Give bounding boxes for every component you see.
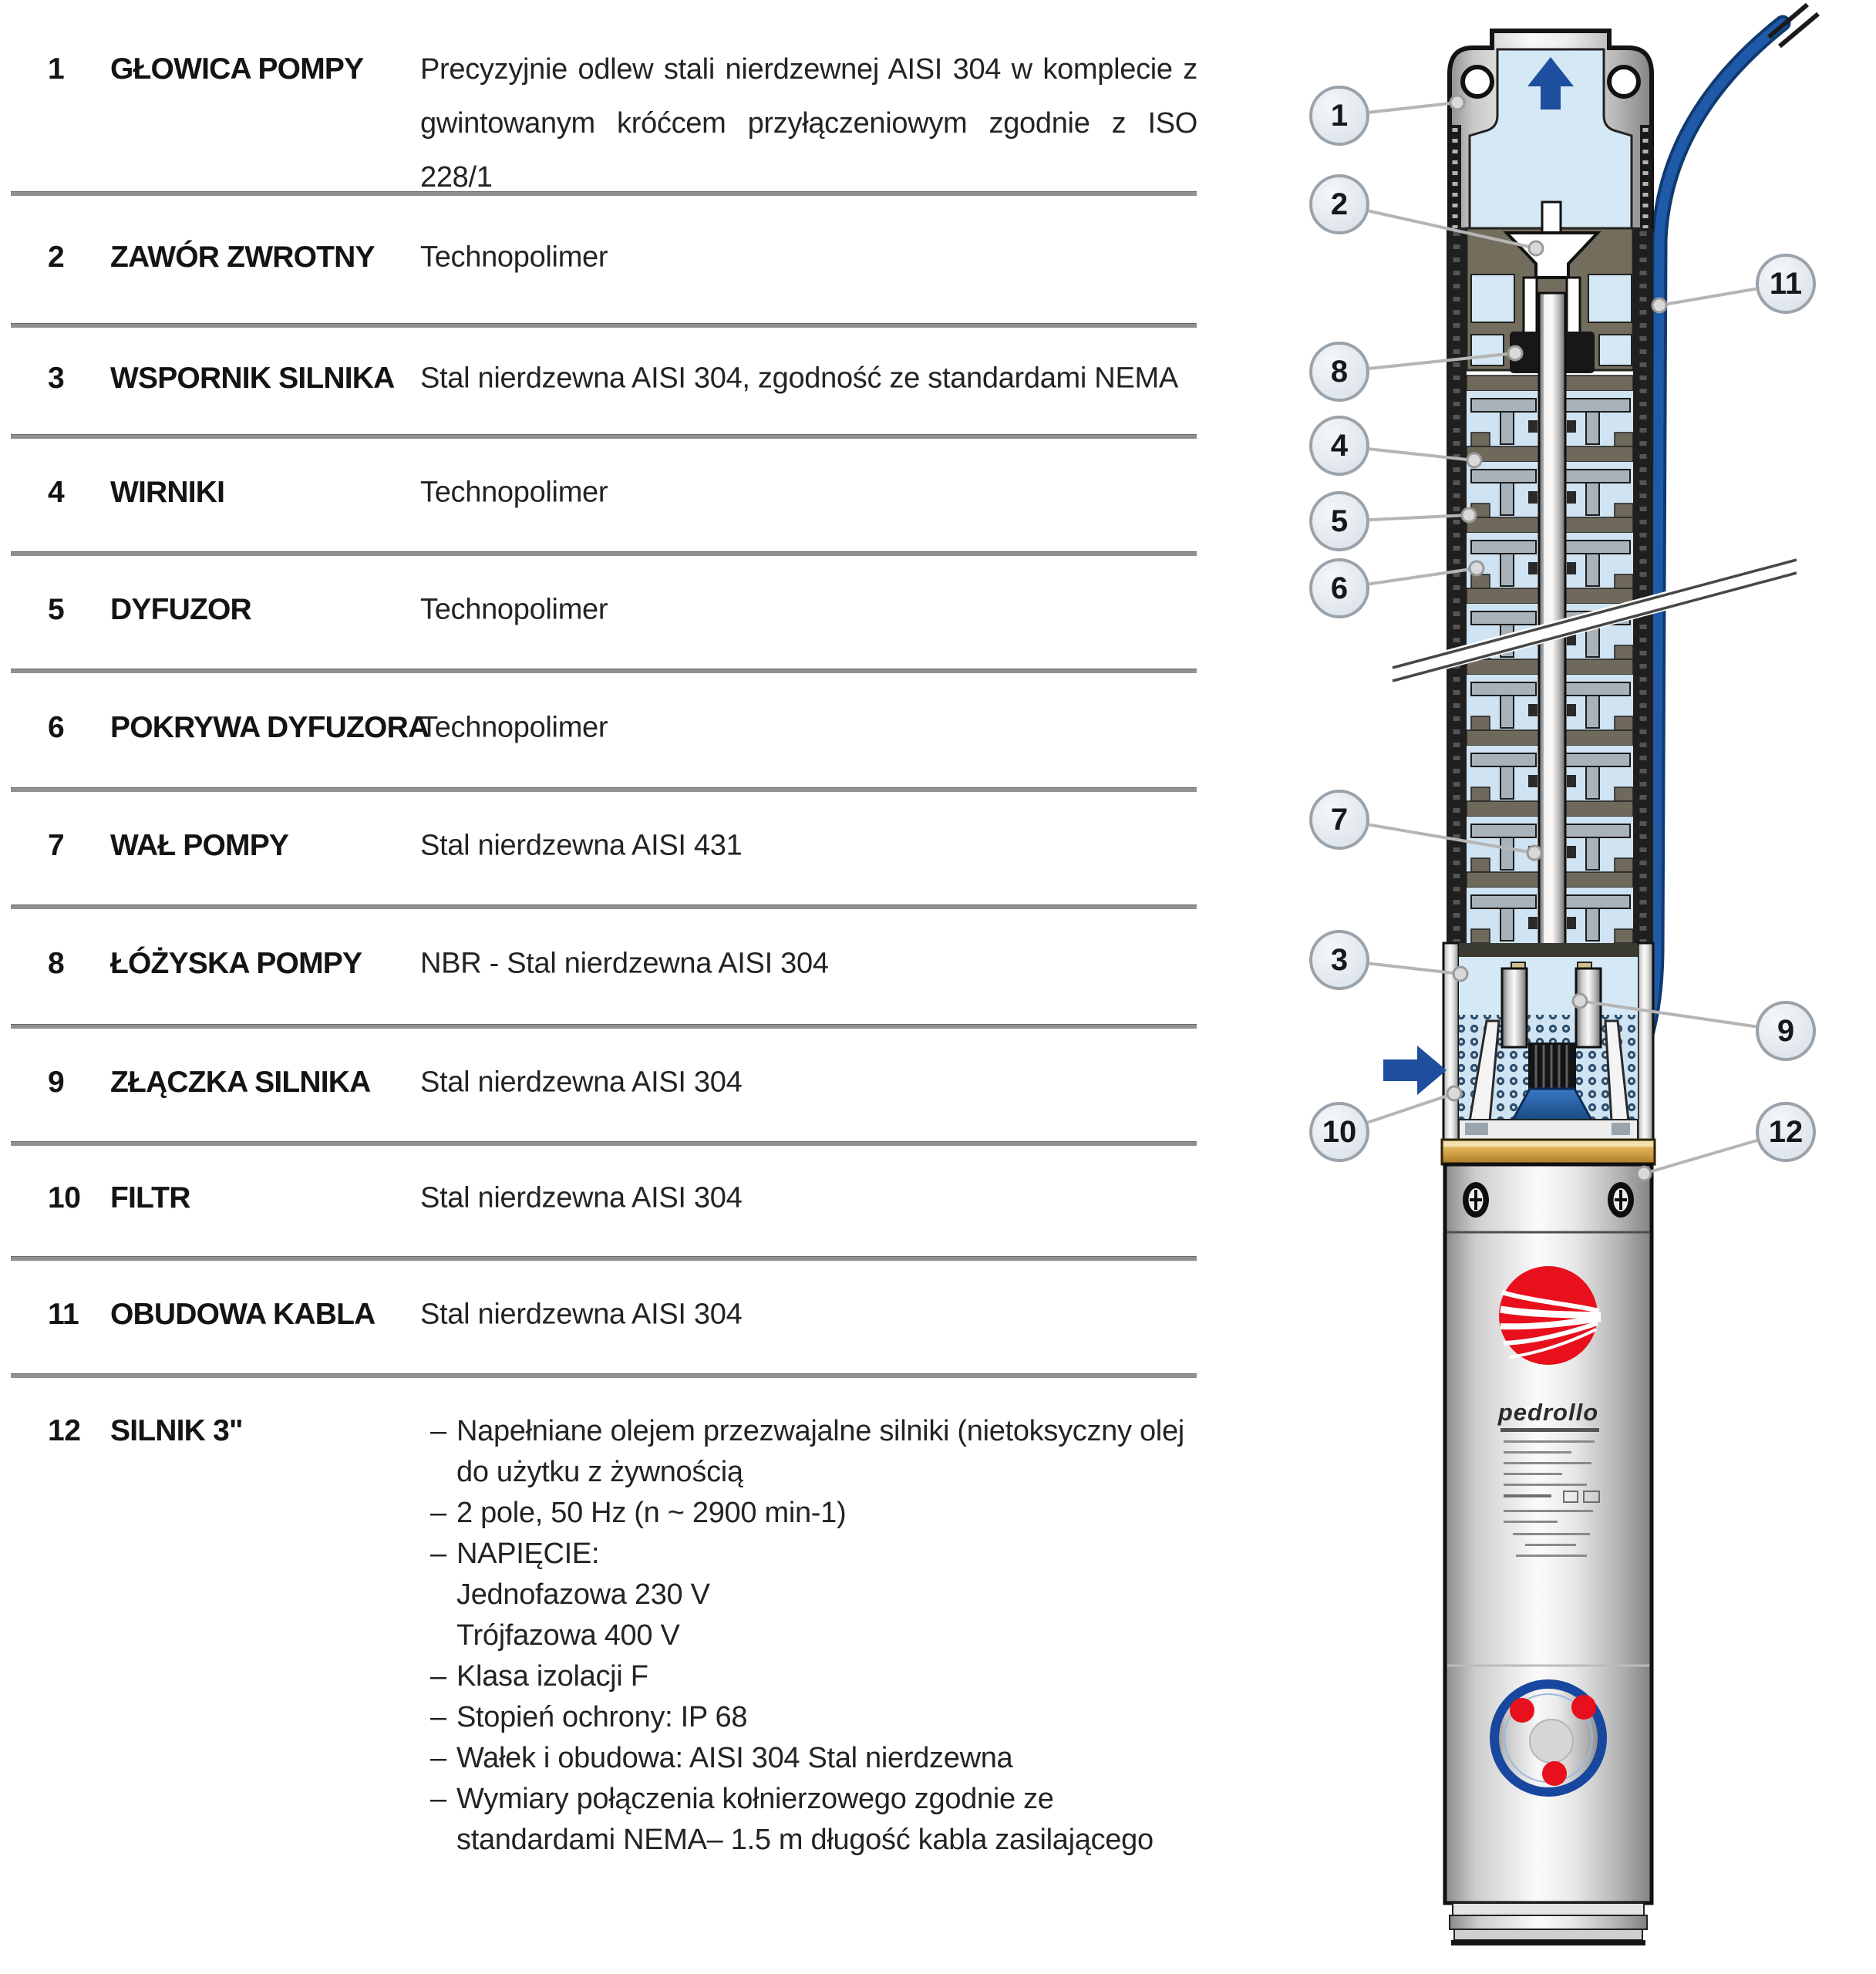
row-divider — [11, 1373, 1197, 1378]
bullet-dash: – — [430, 1538, 446, 1570]
callout-12: 12 — [1756, 1102, 1816, 1162]
part-number: 3 — [48, 362, 65, 395]
spec-text: standardami NEMA– 1.5 m długość kabla zasilającego — [456, 1824, 1154, 1856]
part-description: Stal nierdzewna AISI 304, zgodność ze standardami NEMA — [420, 362, 1178, 395]
spec-line — [430, 1411, 1184, 1452]
motor-brand-label: pedrollo — [1497, 1399, 1599, 1426]
part-description: Stal nierdzewna AISI 304 — [420, 1066, 743, 1099]
bullet-dash: – — [430, 1415, 446, 1447]
spec-line — [430, 1656, 1184, 1697]
part-number: 5 — [48, 593, 65, 626]
part-number: 8 — [48, 947, 65, 980]
row-divider — [11, 904, 1197, 909]
spec-text: Trójfazowa 400 V — [456, 1619, 680, 1652]
part-name: WSPORNIK SILNIKA — [110, 362, 395, 395]
part-description: Precyzyjnie odlew stali nierdzewnej AISI 304 w komplecie z gwintowanym króćcem przyłączeniowym zgodnie z ISO 228/1 — [420, 53, 1197, 194]
spec-text: 2 pole, 50 Hz (n ~ 2900 min-1) — [456, 1497, 847, 1529]
motor-support — [1443, 943, 1653, 1140]
row-divider — [11, 434, 1197, 439]
bullet-dash — [430, 1575, 456, 1615]
part-name: OBUDOWA KABLA — [110, 1298, 376, 1331]
part-name: POKRYWA DYFUZORA — [110, 711, 429, 744]
motor-body — [1445, 1164, 1652, 1945]
bullet-dash: – — [430, 1701, 446, 1733]
bullet-dash: – — [430, 1660, 446, 1693]
motor-bottom-flange — [1494, 1684, 1602, 1792]
part-name: ZAWÓR ZWROTNY — [110, 241, 375, 274]
spec-text: do użytku z żywnością — [456, 1456, 743, 1488]
bullet-dash: – — [430, 1742, 446, 1774]
pump-head — [1450, 31, 1652, 230]
part-number: 6 — [48, 711, 65, 744]
part-number: 4 — [48, 476, 65, 509]
spec-text: Wymiary połączenia kołnierzowego zgodnie ze — [456, 1783, 1054, 1815]
part-number: 9 — [48, 1066, 65, 1099]
row-divider — [11, 1141, 1197, 1146]
bullet-dash — [430, 1615, 456, 1656]
row-divider — [11, 787, 1197, 792]
callout-3: 3 — [1309, 930, 1369, 990]
callout-2: 2 — [1309, 174, 1369, 234]
spec-text: Klasa izolacji F — [456, 1660, 648, 1693]
spec-text: Jednofazowa 230 V — [456, 1578, 710, 1611]
spec-text: NAPIĘCIE: — [456, 1538, 600, 1570]
spec-text: Napełniane olejem przezwajalne silniki (nietoksyczny olej — [456, 1415, 1184, 1447]
part-description: Stal nierdzewna AISI 431 — [420, 829, 743, 862]
callout-1: 1 — [1309, 86, 1369, 146]
spec-line — [430, 1575, 1184, 1615]
part-number: 11 — [48, 1298, 79, 1331]
mount-hole-left — [1463, 67, 1492, 96]
mount-hole-right — [1609, 67, 1639, 96]
bullet-dash — [430, 1820, 456, 1861]
part-name: SILNIK 3" — [110, 1414, 243, 1447]
row-divider — [11, 1024, 1197, 1029]
bullet-dash: – — [430, 1497, 446, 1529]
spec-line — [430, 1534, 1184, 1575]
row-divider — [11, 323, 1197, 328]
bullet-dash — [430, 1452, 456, 1493]
bullet-dash: – — [430, 1783, 446, 1815]
spec-line — [430, 1779, 1184, 1820]
callout-9: 9 — [1756, 1001, 1816, 1061]
callout-4: 4 — [1309, 416, 1369, 476]
callout-11: 11 — [1756, 254, 1816, 314]
spec-text: Wałek i obudowa: AISI 304 Stal nierdzewna — [456, 1742, 1013, 1774]
part-number: 2 — [48, 241, 65, 274]
spec-line — [430, 1820, 1184, 1861]
inlet-arrow-icon — [1383, 1046, 1447, 1095]
part-description: Technopolimer — [420, 476, 608, 509]
spec-line — [430, 1615, 1184, 1656]
part-number: 10 — [48, 1181, 81, 1214]
callout-8: 8 — [1309, 342, 1369, 402]
spec-line — [430, 1697, 1184, 1738]
part-number: 12 — [48, 1414, 81, 1447]
part-name: WIRNIKI — [110, 476, 225, 509]
row-divider — [11, 669, 1197, 673]
motor-bottom-cap — [1450, 1903, 1647, 1945]
part-spec-list — [430, 1411, 1184, 1861]
spec-line — [430, 1493, 1184, 1534]
part-description: Stal nierdzewna AISI 304 — [420, 1181, 743, 1214]
spec-line — [430, 1738, 1184, 1779]
part-description: Technopolimer — [420, 241, 608, 274]
row-divider — [11, 551, 1197, 556]
part-description: NBR - Stal nierdzewna AISI 304 — [420, 947, 829, 980]
part-name: DYFUZOR — [110, 593, 251, 626]
motor-flange-ring — [1442, 1140, 1655, 1164]
part-name: WAŁ POMPY — [110, 829, 289, 862]
callout-6: 6 — [1309, 558, 1369, 618]
part-name: FILTR — [110, 1181, 190, 1214]
row-divider — [11, 1256, 1197, 1261]
part-number: 7 — [48, 829, 65, 862]
part-name: GŁOWICA POMPY — [110, 52, 364, 86]
motor-screw-left — [1463, 1182, 1489, 1218]
callout-7: 7 — [1309, 790, 1369, 850]
motor-screw-right — [1608, 1182, 1634, 1218]
callout-5: 5 — [1309, 491, 1369, 551]
spec-text: Stopień ochrony: IP 68 — [456, 1701, 748, 1733]
part-number: 1 — [48, 52, 65, 86]
callout-10: 10 — [1309, 1102, 1369, 1162]
part-name: ŁÓŻYSKA POMPY — [110, 947, 362, 980]
part-name: ZŁĄCZKA SILNIKA — [110, 1066, 371, 1099]
part-description: Technopolimer — [420, 711, 608, 744]
part-description: Stal nierdzewna AISI 304 — [420, 1298, 743, 1331]
part-description: Technopolimer — [420, 593, 608, 626]
spec-line — [430, 1452, 1184, 1493]
